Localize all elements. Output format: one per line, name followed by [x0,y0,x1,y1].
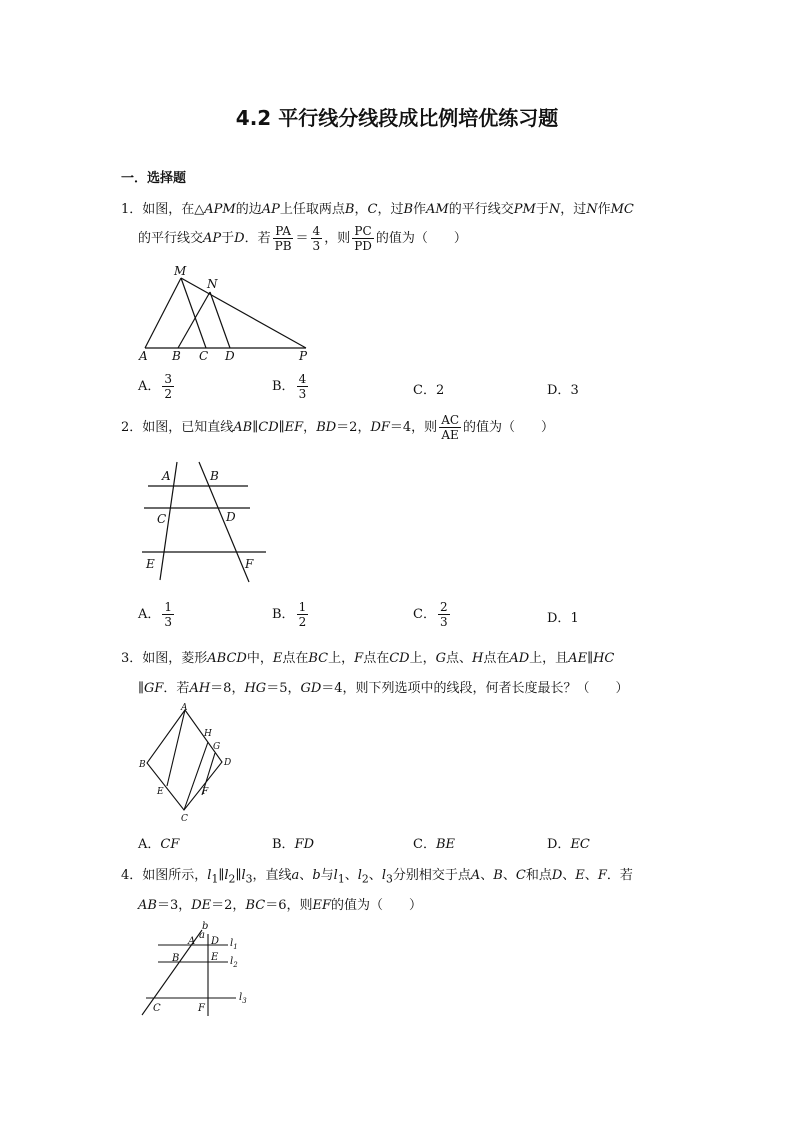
text: BD [316,420,337,435]
text: ∥ [235,868,242,883]
text: 点在 [363,651,390,666]
text: 、 [562,868,576,883]
text: A [470,868,481,883]
label-e: E [211,952,219,963]
text: 的值为（ ） [463,420,555,435]
text: ．若 [606,868,633,883]
text: 作 [413,202,427,217]
text: AB [138,898,157,913]
text: ， [303,420,317,435]
question-2-line-1 [121,413,554,442]
fraction [273,224,294,253]
text: AP [261,202,280,217]
text: BC [308,651,329,666]
text: ∥ [278,420,285,435]
text: 如图所示， [142,868,208,883]
question-4-line-1 [121,864,633,886]
text: 、 [368,868,382,883]
text: DF [370,420,390,435]
text: N [586,202,598,217]
subscript: 3 [245,872,253,886]
text: ，过 [560,202,587,217]
subscript: 3 [385,872,393,886]
label-l1: $l_1$ [230,938,238,951]
denominator: 3 [164,615,173,629]
text: AD [509,651,530,666]
option-a[interactable] [138,372,176,401]
text: 上， [328,651,355,666]
option-text: BE [435,837,455,852]
text: a [291,868,300,883]
text: AE [568,651,588,666]
question-1-line-1 [121,198,634,217]
text: ．若 [163,681,190,696]
question-4-line-2 [138,894,422,913]
label-f: F [198,1003,205,1014]
denominator: 2 [164,387,173,401]
text: 中， [246,651,273,666]
label-d: D [225,349,235,363]
text: 于 [535,202,549,217]
option-text: EC [570,837,590,852]
text: HG [244,681,267,696]
text: AB [233,420,253,435]
text: ，则 [324,231,351,246]
text: ＝4，则下列选项中的线段，何者长度最长？（ ） [321,681,629,696]
text: ＝3， [156,898,192,913]
text: ＝8， [210,681,245,696]
fraction [162,372,174,401]
label-c: C [153,1003,161,1014]
option-letter: D． [547,383,571,398]
text: 的平行线交 [448,202,514,217]
label-a: A [162,469,171,483]
label-p: P [299,349,308,363]
text: 点在 [483,651,510,666]
option-letter: C． [413,837,436,852]
label-d: D [211,936,220,947]
label-e: E [157,787,164,797]
option-letter: C． [413,383,436,398]
denominator: 3 [439,615,448,629]
label-d: D [226,510,236,524]
text: B [493,868,503,883]
label-d: D [224,758,232,768]
text: G [435,651,446,666]
numerator: PC [354,224,372,238]
text: F [597,868,607,883]
label-c: C [181,814,188,822]
option-letter: B． [272,837,295,852]
text: E [575,868,585,883]
text: GD [300,681,322,696]
question-number: 1． [121,202,143,217]
label-l2: $l_2$ [230,956,238,969]
option-text: FD [294,837,315,852]
option-letter: D． [547,837,571,852]
denominator: PD [354,239,372,253]
label-c: C [157,512,167,526]
text: ．若 [244,231,271,246]
text: 如图，在△ [142,202,205,217]
option-text: 1 [570,611,579,626]
label-h: H [204,729,212,739]
label-b: B [210,469,219,483]
label-b-line: b [202,921,209,932]
option-text: 2 [435,383,445,398]
question-1-line-2 [138,224,467,253]
option-a[interactable] [138,833,179,852]
text: 和点 [525,868,552,883]
label-b: B [172,953,180,964]
option-b[interactable] [272,372,310,401]
fraction [311,224,323,253]
option-a[interactable] [138,600,176,629]
text: l [241,868,246,883]
denominator: 3 [312,239,321,253]
option-letter: D． [547,611,571,626]
denominator: AE [441,428,459,442]
text: 点、 [445,651,472,666]
text: 、 [344,868,358,883]
text: H [472,651,484,666]
option-c[interactable] [413,379,444,398]
label-a: A [188,936,196,947]
option-c[interactable] [413,600,452,629]
text: 、 [299,868,313,883]
text: 如图，菱形 [142,651,208,666]
numerator: 1 [164,600,173,614]
text: CD [258,420,279,435]
label-n: N [207,277,218,291]
option-d[interactable] [547,379,579,398]
text: ＝2， [336,420,371,435]
label-a: A [139,349,148,363]
text: MC [610,202,634,217]
text: APM [204,202,236,217]
label-a-line: a [199,930,205,941]
fraction [439,413,461,442]
label-b: B [172,349,181,363]
text: B [403,202,414,217]
text: 、 [502,868,516,883]
text: ， [354,202,368,217]
text: 、 [584,868,598,883]
text: BC [245,898,266,913]
text: 于 [221,231,235,246]
text: 上， [409,651,436,666]
label-e: E [146,557,155,571]
question-3-line-2 [138,677,629,696]
denominator: 2 [298,615,307,629]
figure-4-parallel-lines [136,920,256,1018]
text: ∥ [138,681,145,696]
option-letter: A． [138,379,161,394]
text: ＝4，则 [389,420,438,435]
subscript: 1 [211,872,219,886]
label-l3: $l_3$ [239,992,247,1005]
text: EF [312,898,331,913]
text: 的值为（ ） [375,231,467,246]
text: DE [191,898,212,913]
numerator: 4 [298,372,307,386]
option-letter: C． [413,607,436,622]
figure-3-rhombus [136,702,236,822]
text: N [548,202,561,217]
label-f: F [202,787,209,797]
numerator: PA [275,224,291,238]
text: B [344,202,355,217]
option-text: CF [160,837,180,852]
text: C [515,868,526,883]
subscript: 2 [361,872,369,886]
numerator: AC [441,413,460,427]
fraction [162,600,174,629]
option-d[interactable] [547,833,590,852]
text: C [367,202,378,217]
text: HC [593,651,615,666]
fraction [352,224,374,253]
numerator: 2 [439,600,448,614]
text: E [272,651,283,666]
text: 的平行线交 [138,231,204,246]
text: l [333,868,338,883]
question-number: 3． [121,651,143,666]
text: 如图，已知直线 [142,420,234,435]
text: 的值为（ ） [330,898,422,913]
text: EF [284,420,304,435]
text: GF [144,681,164,696]
text: AM [426,202,449,217]
text: ∥ [218,868,225,883]
text: AH [189,681,211,696]
option-b[interactable] [272,600,310,629]
label-f: F [245,557,254,571]
numerator: 3 [164,372,173,386]
text: 上任取两点 [279,202,345,217]
label-a: A [181,703,188,713]
text: CD [389,651,410,666]
option-text: 3 [570,383,579,398]
text: ∥ [587,651,594,666]
denominator: 3 [298,387,307,401]
figure-2-parallel-lines [138,460,273,586]
option-letter: B． [272,607,295,622]
label-m: M [174,264,187,278]
text: 的边 [235,202,262,217]
text: ＝6，则 [265,898,313,913]
text: 与 [320,868,334,883]
text: ＝ [295,231,309,246]
numerator: 1 [298,600,307,614]
question-number: 2． [121,420,143,435]
numerator: 4 [312,224,321,238]
text: ＝2， [211,898,246,913]
fraction [297,372,309,401]
option-letter: A． [138,837,161,852]
label-g: G [213,742,221,752]
text: l [357,868,362,883]
label-c: C [199,349,209,363]
option-b[interactable] [272,833,314,852]
option-c[interactable] [413,833,455,852]
text: l [381,868,386,883]
text: ，直线 [252,868,292,883]
text: ，过 [377,202,404,217]
text: PM [513,202,536,217]
fraction [297,600,309,629]
question-number: 4． [121,868,143,883]
text: b [312,868,321,883]
text: 上，且 [529,651,569,666]
text: ABCD [207,651,247,666]
text: 、 [480,868,494,883]
fraction [438,600,450,629]
text: D [551,868,563,883]
figure-1-triangle [136,262,316,364]
text: 分别相交于点 [392,868,471,883]
subscript: 1 [337,872,345,886]
option-letter: A． [138,607,161,622]
label-b: B [139,760,146,770]
text: D [234,231,245,246]
text: ∥ [252,420,259,435]
page-title: 4.2 平行线分线段成比例培优练习题 [235,106,559,130]
text: 点在 [282,651,309,666]
text: 作 [597,202,611,217]
option-letter: B． [272,379,295,394]
option-d[interactable] [547,607,579,626]
subscript: 2 [228,872,236,886]
denominator: PB [274,239,292,253]
text: l [207,868,212,883]
text: AP [203,231,222,246]
text: l [224,868,229,883]
question-3-line-1 [121,647,614,666]
text: F [354,651,364,666]
text: ＝5， [266,681,301,696]
section-heading: 一．选择题 [121,171,187,186]
